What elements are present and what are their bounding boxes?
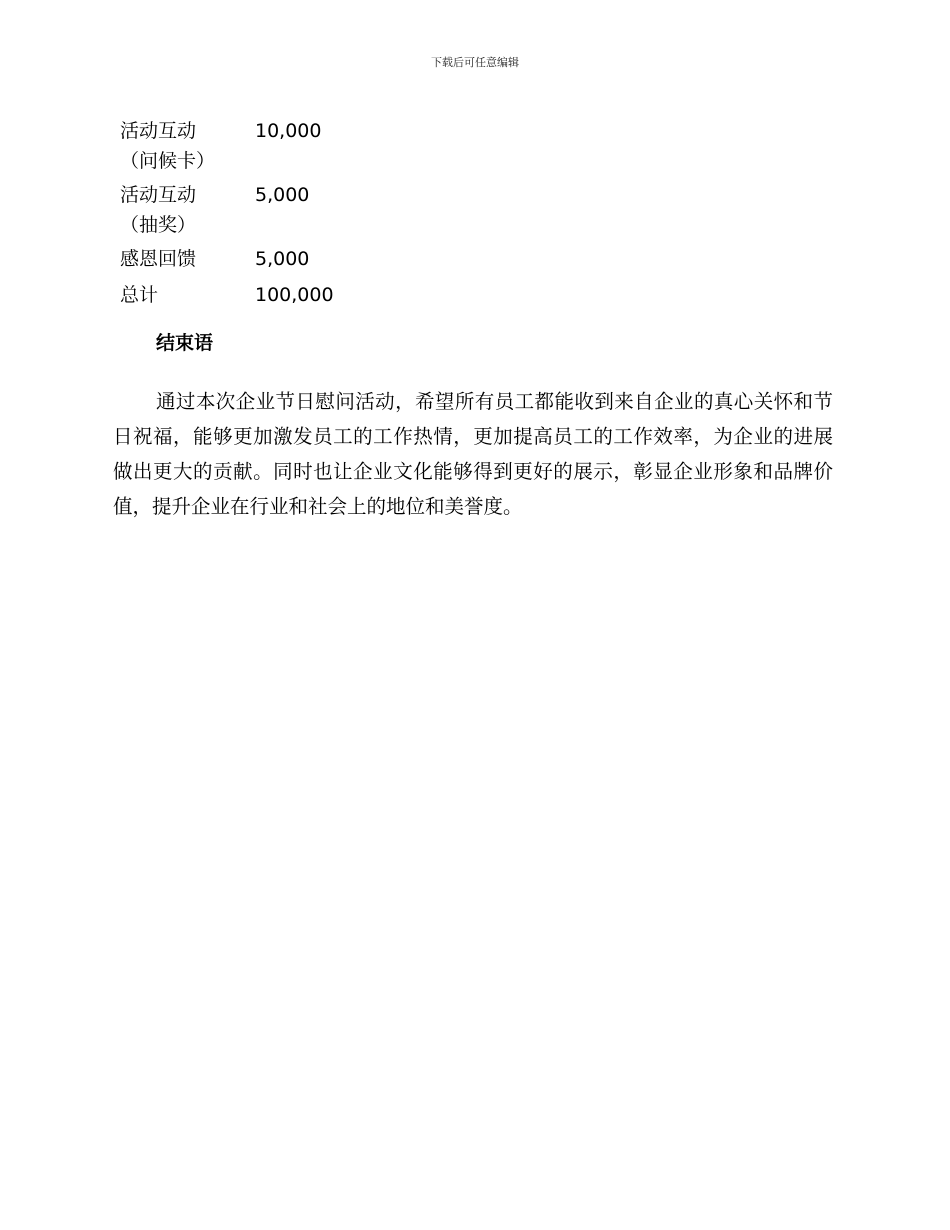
budget-table <box>113 116 334 316</box>
conclusion-paragraph: 通过本次企业节日慰问活动，希望所有员工都能收到来自企业的真心关怀和节日祝福，能够更加激发员工的工作热情，更加提高员工的工作效率，为企业的进展做出更大的贡献。同时也让企业文化能够得到更好的展示，彰显企业形象和品牌价值，提升企业在行业和社会上的地位和美誉度。 <box>113 390 833 518</box>
budget-item-cell <box>113 180 255 244</box>
budget-amount-cell: 5,000 <box>255 184 310 206</box>
budget-item-cell: 感恩回馈 <box>120 248 197 270</box>
budget-item-cell <box>113 116 255 180</box>
budget-item-label: 活动互动 <box>120 184 197 206</box>
section-title: 结束语 <box>156 332 214 354</box>
page-header: 下载后可任意编辑 <box>431 56 519 69</box>
table-row <box>113 244 334 280</box>
budget-item-label: 活动互动 <box>120 120 197 142</box>
budget-item-cell: 总计 <box>120 284 159 306</box>
budget-item-sublabel: （问候卡） <box>120 150 216 172</box>
budget-item-sublabel: （抽奖） <box>120 214 197 236</box>
budget-amount-cell: 100,000 <box>255 284 334 306</box>
budget-amount-cell: 10,000 <box>255 120 322 142</box>
table-row <box>113 116 334 180</box>
budget-amount-cell: 5,000 <box>255 248 310 270</box>
table-row <box>113 280 334 316</box>
table-row <box>113 180 334 244</box>
